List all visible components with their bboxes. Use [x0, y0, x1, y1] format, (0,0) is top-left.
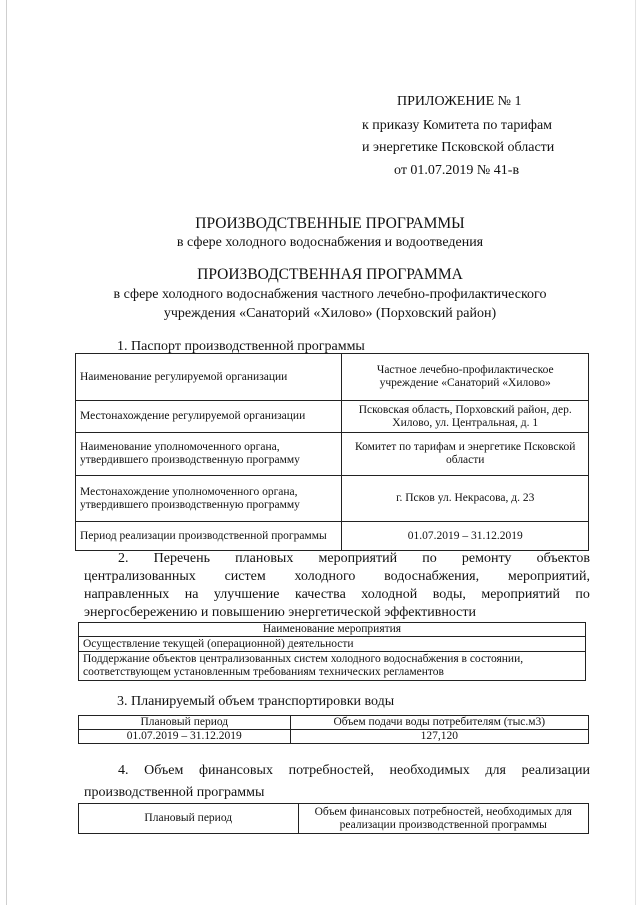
word: систем [224, 569, 266, 584]
passport-value: Комитет по тарифам и энергетике Псковской области [342, 433, 589, 476]
word: воды, [432, 587, 466, 602]
passport-value: Псковская область, Порховский район, дер. Хилово, ул. Центральная, д. 1 [342, 401, 589, 433]
program-title: ПРОИЗВОДСТВЕННАЯ ПРОГРАММА [197, 266, 463, 283]
table-row [79, 652, 586, 681]
passport-row [76, 354, 589, 401]
passport-table [75, 353, 589, 551]
transport-period: 01.07.2019 – 31.12.2019 [79, 730, 291, 744]
word: 4. [118, 763, 129, 778]
word: направленных [84, 587, 170, 602]
finance-table [78, 803, 589, 834]
passport-row [76, 476, 589, 522]
section4-title [84, 762, 590, 802]
section2-title-line-1 [84, 550, 590, 568]
passport-label: Наименование регулируемой организации [76, 354, 342, 401]
word: по [575, 587, 590, 602]
word: мероприятий [481, 587, 560, 602]
table-row [79, 637, 586, 652]
transport-col-period: Плановый период [79, 716, 291, 730]
word: мероприятий, [507, 569, 590, 584]
word: 2. [118, 551, 129, 566]
measure-item: Поддержание объектов централизованных систем холодного водоснабжения в состоянии, соответствующем установленным требованиям технических регламентов [79, 652, 586, 681]
word: улучшение [213, 587, 280, 602]
word: холодного [294, 569, 356, 584]
finance-header-row [79, 804, 589, 834]
word: холодной [361, 587, 418, 602]
word: Объем [144, 763, 184, 778]
transport-table [78, 715, 589, 744]
appendix-line-1: к приказу Комитета по тарифам [362, 118, 553, 133]
table-row [79, 730, 589, 744]
word: централизованных [84, 569, 196, 584]
passport-row [76, 433, 589, 476]
appendix-line-3: от 01.07.2019 № 41-в [394, 163, 520, 178]
transport-volume: 127,120 [290, 730, 588, 744]
measures-header-row [79, 623, 586, 637]
scan-edge-right [635, 0, 636, 905]
finance-col-period: Плановый период [79, 804, 299, 834]
section1-title: 1. Паспорт производственной программы [117, 339, 365, 354]
finance-col-amount: Объем финансовых потребностей, необходимых для реализации производственной программы [298, 804, 588, 834]
main-subtitle: в сфере холодного водоснабжения и водоотведения [176, 235, 484, 250]
transport-col-volume: Объем подачи воды потребителям (тыс.м3) [290, 716, 588, 730]
word: реализации [521, 763, 590, 778]
passport-row [76, 522, 589, 551]
word: ремонту [461, 551, 512, 566]
passport-value: 01.07.2019 – 31.12.2019 [342, 522, 589, 551]
section2-title-line-3 [84, 586, 590, 604]
section4-title-line-1 [84, 762, 590, 780]
word: потребностей, [288, 763, 374, 778]
section2-title [84, 550, 590, 622]
appendix-line-2: и энергетике Псковской области [362, 140, 555, 155]
word: водоснабжения, [384, 569, 480, 584]
section3-title: 3. Планируемый объем транспортировки воды [117, 694, 395, 709]
passport-label: Период реализации производственной программы [76, 522, 342, 551]
main-title: ПРОИЗВОДСТВЕННЫЕ ПРОГРАММЫ [195, 215, 465, 232]
measures-header: Наименование мероприятия [79, 623, 586, 637]
passport-label: Наименование уполномоченного органа, утвердившего производственную программу [76, 433, 342, 476]
word: мероприятий [318, 551, 398, 566]
word: плановых [235, 551, 294, 566]
word: на [184, 587, 199, 602]
passport-row [76, 401, 589, 433]
appendix-title: ПРИЛОЖЕНИЕ № 1 [397, 94, 522, 109]
passport-value: Частное лечебно-профилактическое учреждение «Санаторий «Хилово» [342, 354, 589, 401]
word: Перечень [153, 551, 210, 566]
program-subtitle-2: учреждения «Санаторий «Хилово» (Порховский район) [163, 306, 497, 321]
word: объектов [536, 551, 590, 566]
word: качества [294, 587, 346, 602]
transport-header-row [79, 716, 589, 730]
word: для [485, 763, 506, 778]
measure-item: Осуществление текущей (операционной) деятельности [79, 637, 586, 652]
word: необходимых [389, 763, 470, 778]
scan-edge-left [6, 0, 7, 905]
word: финансовых [198, 763, 273, 778]
section2-title-line-4: энергосбережению и повышению энергетической эффективности [84, 605, 476, 620]
section2-title-line-2 [84, 568, 590, 586]
passport-value: г. Псков ул. Некрасова, д. 23 [342, 476, 589, 522]
passport-label: Местонахождение уполномоченного органа, утвердившего производственную программу [76, 476, 342, 522]
measures-table [78, 622, 586, 681]
passport-label: Местонахождение регулируемой организации [76, 401, 342, 433]
program-subtitle-1: в сфере холодного водоснабжения частного лечебно-профилактического [113, 287, 547, 302]
section4-title-line-2: производственной программы [84, 785, 265, 800]
word: по [422, 551, 437, 566]
